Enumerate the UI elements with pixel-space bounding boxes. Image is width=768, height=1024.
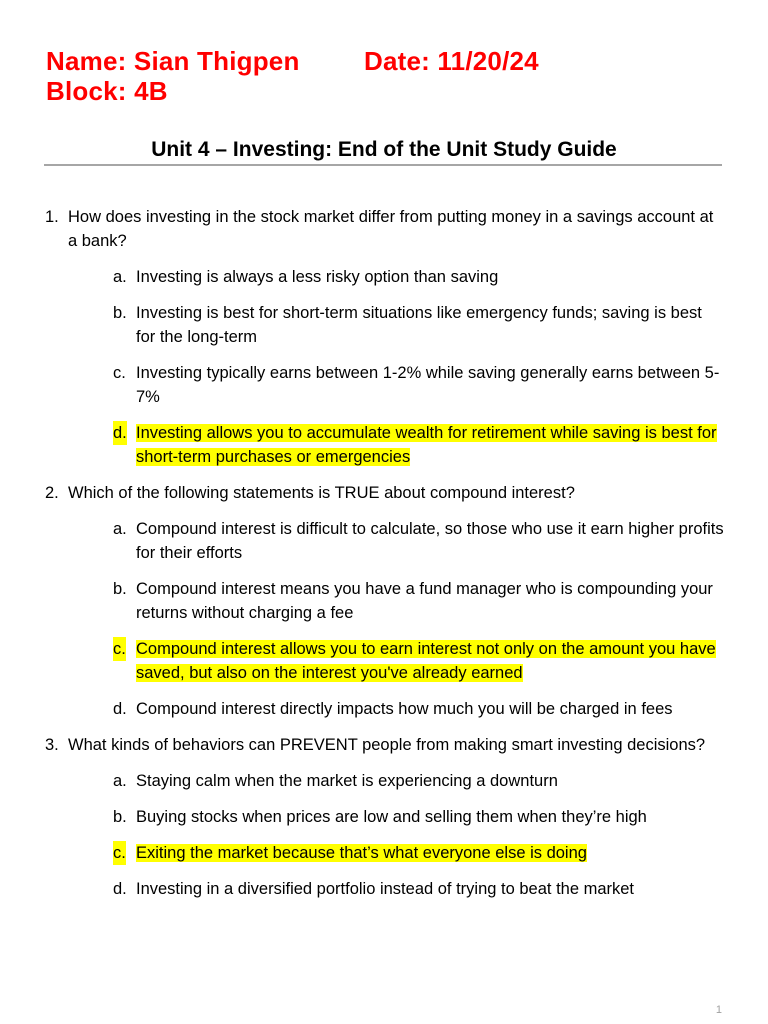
page-number: 1 xyxy=(715,1004,722,1016)
choice-letter: d. xyxy=(113,421,127,445)
answer-choice-d xyxy=(68,421,725,469)
question-2 xyxy=(45,481,725,721)
answer-choice-a xyxy=(68,265,725,289)
choice-text: Compound interest allows you to earn interest not only on the amount you have saved, but also on the interest you've already earned xyxy=(136,640,716,682)
answer-choices xyxy=(68,265,725,469)
question-3 xyxy=(45,733,725,901)
class-block: Block: 4B xyxy=(46,76,168,106)
choice-letter: c. xyxy=(113,364,126,382)
choice-text: Investing typically earns between 1-2% while saving generally earns between 5-7% xyxy=(136,364,720,406)
choice-text: Compound interest means you have a fund manager who is compounding your returns without charging a fee xyxy=(136,580,713,622)
question-text: What kinds of behaviors can PREVENT people from making smart investing decisions? xyxy=(68,736,706,754)
answer-choice-a xyxy=(68,517,725,565)
answer-choice-c xyxy=(68,637,725,685)
question-list xyxy=(45,205,725,913)
answer-choice-b xyxy=(68,805,725,829)
title-divider xyxy=(44,164,722,166)
choice-letter: b. xyxy=(113,580,127,598)
choice-letter: c. xyxy=(113,841,126,865)
answer-choice-a xyxy=(68,769,725,793)
question-number: 3. xyxy=(45,736,59,754)
answer-choice-b xyxy=(68,301,725,349)
choice-letter: a. xyxy=(113,520,127,538)
choice-text: Investing in a diversified portfolio instead of trying to beat the market xyxy=(136,880,635,898)
question-1 xyxy=(45,205,725,469)
question-text: How does investing in the stock market differ from putting money in a savings account at a bank? xyxy=(68,208,714,250)
question-number: 2. xyxy=(45,484,59,502)
choice-text: Buying stocks when prices are low and selling them when they’re high xyxy=(136,808,647,826)
choice-text: Compound interest is difficult to calculate, so those who use it earn higher profits for their efforts xyxy=(136,520,724,562)
choice-letter: a. xyxy=(113,268,127,286)
choice-letter: c. xyxy=(113,637,126,661)
answer-choice-c xyxy=(68,361,725,409)
choice-letter: d. xyxy=(113,880,127,898)
answer-choice-c xyxy=(68,841,725,865)
answer-choices xyxy=(68,769,725,901)
answer-choice-d xyxy=(68,877,725,901)
question-number: 1. xyxy=(45,208,59,226)
choice-letter: b. xyxy=(113,808,127,826)
question-text: Which of the following statements is TRUE about compound interest? xyxy=(68,484,575,502)
choice-text: Investing is always a less risky option than saving xyxy=(136,268,499,286)
choice-letter: d. xyxy=(113,700,127,718)
document-title: Unit 4 – Investing: End of the Unit Study Guide xyxy=(151,138,617,161)
choice-text: Investing allows you to accumulate wealth for retirement while saving is best for short-term purchases or emergencies xyxy=(136,424,717,466)
student-header xyxy=(46,46,726,106)
choice-text: Investing is best for short-term situations like emergency funds; saving is best for the long-term xyxy=(136,304,702,346)
assignment-date: Date: 11/20/24 xyxy=(364,46,539,76)
choice-text: Compound interest directly impacts how much you will be charged in fees xyxy=(136,700,673,718)
choice-text: Staying calm when the market is experiencing a downturn xyxy=(136,772,558,790)
answer-choices xyxy=(68,517,725,721)
answer-choice-d xyxy=(68,697,725,721)
choice-letter: b. xyxy=(113,304,127,322)
answer-choice-b xyxy=(68,577,725,625)
choice-letter: a. xyxy=(113,772,127,790)
choice-text: Exiting the market because that’s what everyone else is doing xyxy=(136,844,587,862)
student-name: Name: Sian Thigpen xyxy=(46,46,300,76)
